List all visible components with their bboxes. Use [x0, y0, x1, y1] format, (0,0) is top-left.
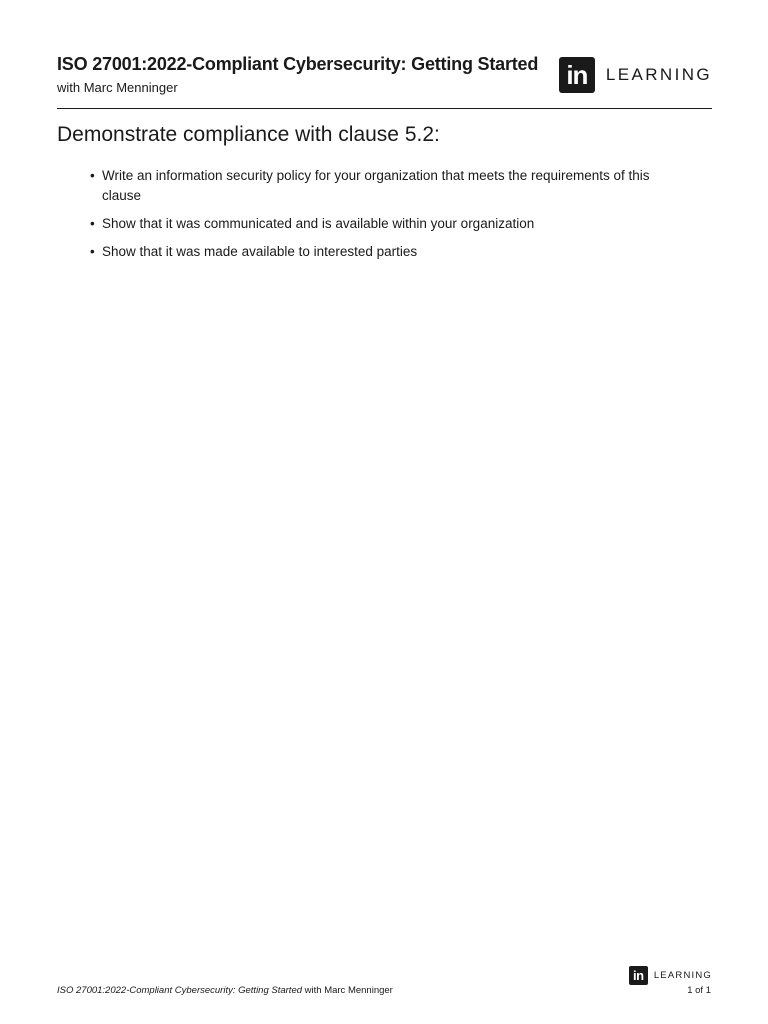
list-item: [90, 166, 650, 206]
linkedin-learning-logo: [559, 57, 712, 93]
document-header: [57, 54, 712, 109]
list-item: [90, 242, 650, 262]
footer-linkedin-in-icon: in: [629, 966, 648, 985]
instructor-name: with Marc Menninger: [57, 80, 178, 95]
logo-wordmark: LEARNING: [605, 65, 712, 84]
bullet-icon: •: [90, 168, 95, 183]
footer-course-title: ISO 27001:2022-Compliant Cybersecurity: Getting Started: [57, 985, 303, 996]
list-item-text: Show that it was made available to interested parties: [102, 244, 418, 259]
footer-linkedin-learning-logo: [629, 966, 712, 985]
footer-citation: [57, 985, 393, 996]
linkedin-in-icon: in: [559, 57, 595, 93]
list-item: [90, 214, 650, 234]
bullet-icon: •: [90, 216, 95, 231]
page-number: 1 of 1: [687, 985, 711, 996]
footer-logo-wordmark: LEARNING: [653, 970, 712, 981]
list-item-text: Show that it was communicated and is available within your organization: [102, 216, 535, 231]
bullet-icon: •: [90, 244, 95, 259]
section-heading: Demonstrate compliance with clause 5.2:: [57, 123, 440, 146]
bullet-list: [90, 166, 650, 270]
footer-instructor: with Marc Menninger: [304, 985, 393, 996]
list-item-text: Write an information security policy for your organization that meets the requirements of this clause: [102, 168, 650, 203]
course-title: ISO 27001:2022-Compliant Cybersecurity: Getting Started: [57, 54, 539, 74]
